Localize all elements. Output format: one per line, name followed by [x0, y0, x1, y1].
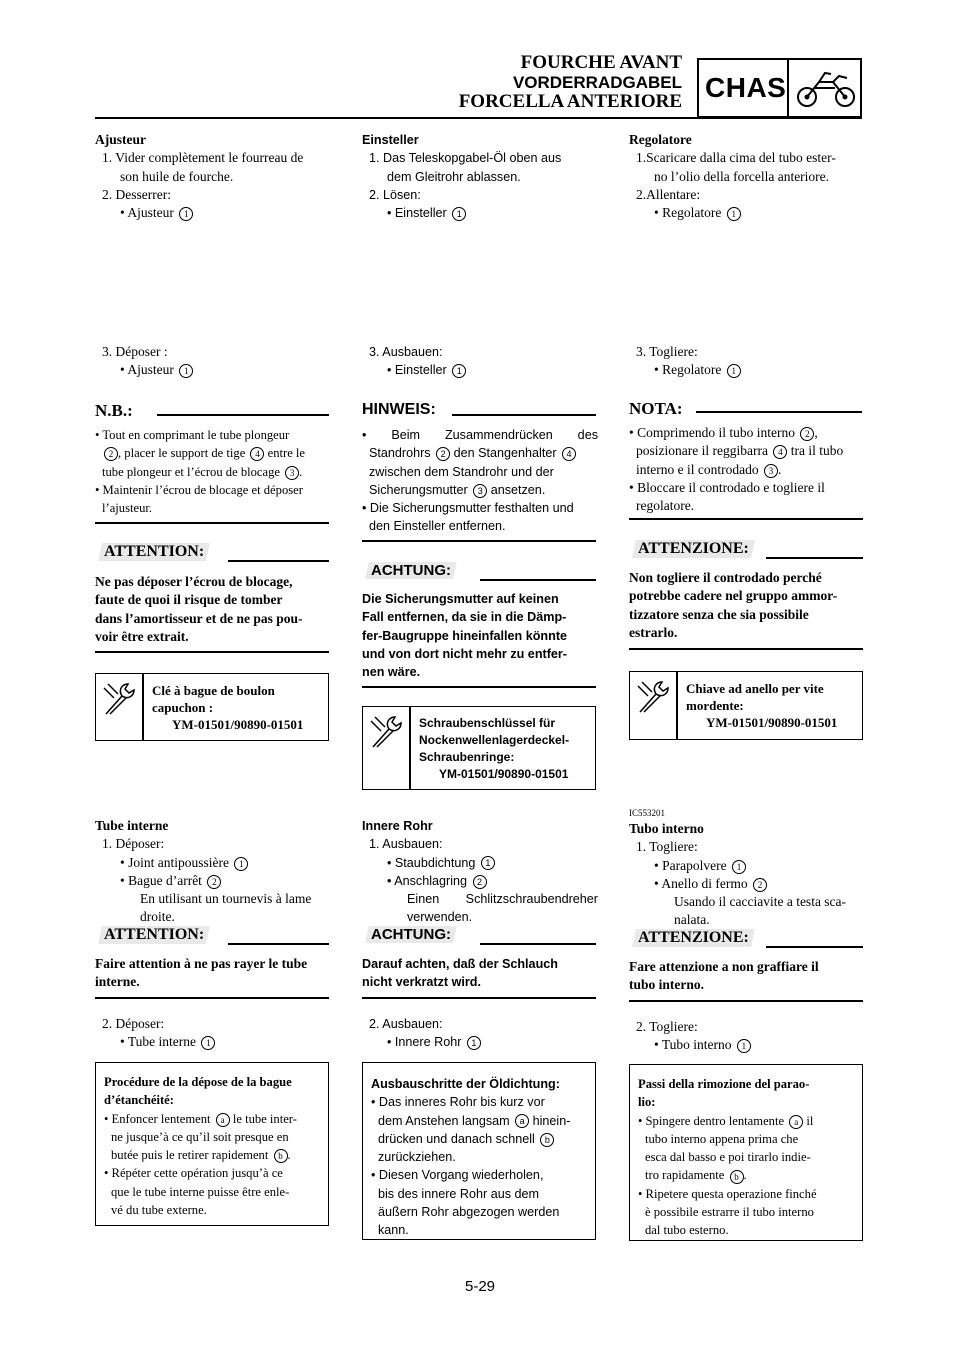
it-tube-item-stopper: • Anello di fermo 2: [629, 875, 865, 893]
fr-step-3-item: • Ajusteur 1: [95, 361, 330, 379]
ref-a-marker: a: [515, 1114, 529, 1128]
de-step-3-block: [362, 343, 598, 380]
de-proc-title: Ausbauschritte der Öldichtung:: [371, 1077, 560, 1091]
de-attention-heading-1: ACHTUNG:: [365, 562, 457, 579]
fr-note-line-2: 2 , placer le support de tige 4 entre le: [95, 444, 331, 462]
de-proc-line-4: drücken und danach schnell b: [371, 1130, 587, 1148]
it-adjuster-section: [629, 131, 865, 222]
de-step-2-item: • Einsteller 1: [362, 204, 598, 222]
de-note-line-2: Standrohrs 2 den Stangenhalter 4: [362, 444, 598, 462]
fr-tube-item-stopper: • Bague d’arrêt 2: [95, 872, 331, 890]
ref-1-marker: 1: [452, 207, 466, 221]
de-step-3: 3. Ausbauen:: [369, 345, 443, 359]
fr-step-2: 2. Desserrer:: [102, 186, 171, 202]
it-adjuster-title: Regolatore: [629, 132, 692, 147]
ref-4-marker: 4: [562, 447, 576, 461]
de-proc-line-3: dem Anstehen langsam a hinein-: [378, 1113, 571, 1128]
it-proc-line-3: • Spingere dentro lentamente a il: [638, 1113, 814, 1128]
de-attention-text-1: Die Sicherungsmutter auf keinen Fall entfernen, da sie in die Dämp- fer-Baugruppe hineinfallen könnte und von dort nicht mehr zu entfer- nen wäre.: [362, 592, 568, 680]
it-inner-tube-title: Tubo interno: [629, 821, 704, 836]
fr-tube-tip-2: droite.: [140, 909, 175, 925]
it-procedure-box: [629, 1064, 863, 1241]
it-attention-text-1: Non togliere il controdado perché potrebbe cadere nel gruppo ammor- tizzatore senza che sia possibile estrarlo.: [629, 570, 838, 640]
fr-tool-box: [95, 673, 329, 741]
de-note-line-3: zwischen dem Standrohr und der: [369, 464, 554, 479]
it-note-line-3: interno e il controdado 3 .: [636, 461, 782, 477]
fr-tube-step-1: 1. Déposer:: [102, 836, 165, 852]
it-proc-title-1: Passi della rimozione del parao-: [638, 1077, 810, 1091]
de-tube-tip-2: verwenden.: [407, 910, 473, 925]
it-attention-rule-2-bottom: [629, 1000, 863, 1002]
fr-note-line-1: • Tout en comprimant le tube plongeur: [95, 428, 290, 442]
ref-1-marker: 1: [737, 1039, 751, 1053]
it-note-line-2: posizionare il reggibarra 4 tra il tubo: [636, 443, 844, 459]
it-note-body: [629, 424, 865, 515]
de-tube-item-dust-seal: • Staubdichtung 1: [362, 854, 598, 872]
de-proc-line-2: • Das inneres Rohr bis kurz vor: [371, 1095, 545, 1110]
fr-adjuster-section: [95, 131, 330, 222]
ref-1-marker: 1: [727, 364, 741, 378]
it-note-line-4: • Bloccare il controdado e togliere il: [629, 479, 825, 495]
ref-2-marker: 2: [436, 447, 450, 461]
wrench-icon: [367, 713, 405, 751]
it-step-2: 2.Allentare:: [636, 186, 701, 202]
it-step-3-item: • Regolatore 1: [629, 361, 865, 379]
de-tube-step-2: 2. Ausbauen:: [369, 1017, 443, 1031]
de-step-1: 1. Das Teleskopgabel-Öl oben aus: [369, 151, 562, 166]
it-tube-step-2: 2. Togliere:: [636, 1019, 698, 1034]
it-attention-heading-1: ATTENZIONE:: [632, 540, 755, 558]
it-note-rule-bottom: [629, 518, 863, 520]
it-tube-item-dust-seal: • Parapolvere 1: [629, 857, 865, 875]
fr-note-rule-top: [157, 414, 329, 416]
de-tube-item-stopper: • Anschlagring 2: [362, 872, 598, 890]
header-rule: [95, 117, 862, 119]
tool-box-divider: [142, 674, 144, 740]
fr-proc-line-8: vé du tube externe.: [111, 1203, 207, 1218]
fr-inner-tube-section: [95, 817, 331, 927]
de-tool-box: [362, 706, 596, 790]
ref-1-marker: 1: [179, 364, 193, 378]
de-step-3-item: • Einsteller 1: [362, 361, 598, 379]
header-title-fr: FOURCHE AVANT: [520, 52, 682, 73]
it-tool-box: [629, 671, 863, 740]
it-tube-tip-1: Usando il cacciavite a testa sca-: [674, 894, 847, 910]
de-proc-line-7: bis des innere Rohr aus dem: [378, 1186, 540, 1201]
ref-2-marker: 2: [753, 878, 767, 892]
ref-2-marker: 2: [207, 875, 221, 889]
de-note-rule-bottom: [362, 540, 596, 542]
fr-attention-text-1: Ne pas déposer l’écrou de blocage, faute de quoi il risque de tomber dans l’amortisseur et de ne pas pou- voir être extrait.: [95, 574, 303, 644]
header-title-it: FORCELLA ANTERIORE: [458, 91, 682, 112]
ref-b-marker: b: [730, 1170, 744, 1184]
de-note-line-5: • Die Sicherungsmutter festhalten und: [362, 501, 574, 516]
ref-b-marker: b: [274, 1149, 288, 1163]
it-note-line-1: • Comprimendo il tubo interno 2 ,: [629, 425, 818, 440]
ref-1-marker: 1: [179, 207, 193, 221]
it-proc-line-9: dal tubo esterno.: [645, 1223, 729, 1238]
fr-adjuster-title: Ajusteur: [95, 132, 146, 147]
fr-attention-rule-2: [228, 943, 329, 945]
de-proc-line-5: zurückziehen.: [378, 1150, 456, 1165]
tool-box-divider: [409, 707, 411, 789]
it-attention-rule-1-bottom: [629, 648, 863, 650]
section-badge-divider: [787, 60, 789, 116]
de-proc-line-8: äußern Rohr abgezogen werden: [378, 1205, 560, 1220]
de-attention-rule-1: [480, 579, 596, 581]
fr-attention-heading-2: ATTENTION:: [98, 926, 210, 944]
de-tool-text: Schraubenschlüssel für Nockenwellenlagerdeckel- Schraubenringe: YM-01501/90890-01501: [419, 716, 570, 781]
fr-proc-line-3: • Enfoncer lentement a le tube inter-: [104, 1111, 297, 1126]
de-inner-tube-title: Innere Rohr: [362, 819, 433, 833]
fr-tool-text: Clé à bague de boulon capuchon : YM-01501/90890-01501: [152, 683, 304, 732]
ref-b-marker: b: [540, 1133, 554, 1147]
fr-tube-step-2-block: [95, 1015, 331, 1052]
fr-tube-step-2-item: • Tube interne 1: [95, 1033, 331, 1051]
fr-proc-title-1: Procédure de la dépose de la bague: [104, 1075, 292, 1089]
it-tube-step-2-item: • Tubo interno 1: [629, 1036, 865, 1054]
de-tube-tip-1: Einen Schlitzschraubendreher: [407, 892, 598, 907]
fr-step-3: 3. Déposer :: [102, 344, 168, 359]
fr-note-line-4: • Maintenir l’écrou de blocage et déposer: [95, 482, 303, 497]
fr-note-line-3: tube plongeur et l’écrou de blocage 3 .: [102, 464, 303, 479]
it-note-heading: NOTA:: [629, 399, 683, 418]
de-proc-line-6: • Diesen Vorgang wiederholen,: [371, 1168, 544, 1183]
ref-1-marker: 1: [467, 1036, 481, 1050]
it-attention-rule-1: [766, 557, 863, 559]
fr-proc-line-6: • Répéter cette opération jusqu’à ce: [104, 1166, 283, 1181]
ref-3-marker: 3: [764, 464, 778, 478]
tool-box-divider: [676, 672, 678, 739]
page-number: 5-29: [464, 1278, 496, 1295]
fr-proc-line-5: butée puis le retirer rapidement b .: [111, 1148, 291, 1163]
de-inner-tube-section: [362, 817, 598, 927]
it-note-rule-top: [696, 411, 862, 413]
fr-attention-rule-1-bottom: [95, 651, 329, 653]
ref-1-marker: 1: [732, 860, 746, 874]
it-inner-tube-section: [629, 820, 865, 930]
it-proc-title-2: lio:: [638, 1095, 656, 1110]
ref-a-marker: a: [789, 1115, 803, 1129]
de-tube-step-2-item: • Innere Rohr 1: [362, 1033, 598, 1051]
de-note-heading: HINWEIS:: [362, 401, 436, 418]
fr-tube-step-2: 2. Déposer:: [102, 1016, 165, 1031]
it-tube-tip-2: nalata.: [674, 912, 710, 928]
it-proc-line-7: • Ripetere questa operazione finché: [638, 1186, 817, 1201]
section-badge: [697, 58, 862, 118]
it-proc-line-6: tro rapidamente b .: [645, 1168, 747, 1183]
ref-a-marker: a: [216, 1113, 230, 1127]
it-step-1: 1.Scaricare dalla cima del tubo ester-: [636, 150, 836, 166]
de-attention-text-2: Darauf achten, daß der Schlauch nicht verkratzt wird.: [362, 957, 558, 990]
de-attention-rule-1-bottom: [362, 686, 596, 688]
section-label: CHAS: [705, 72, 787, 103]
fr-step-3-block: [95, 343, 330, 380]
ref-3-marker: 3: [285, 466, 299, 480]
fr-proc-title-2: d’étanchéité:: [104, 1093, 174, 1108]
de-tube-step-1: 1. Ausbauen:: [369, 837, 443, 852]
it-step-2-item: • Regolatore 1: [629, 204, 865, 222]
it-step-3-block: [629, 343, 865, 380]
de-procedure-box: [362, 1062, 596, 1240]
fr-procedure-box: [95, 1062, 329, 1226]
ref-1-marker: 1: [234, 857, 248, 871]
it-tube-step-1: 1. Togliere:: [636, 839, 698, 855]
de-tube-step-2-block: [362, 1015, 598, 1052]
it-proc-line-4: tubo interno appena prima che: [645, 1131, 799, 1146]
fr-step-1-cont: son huile de fourche.: [120, 168, 234, 184]
ref-1-marker: 1: [727, 207, 741, 221]
fr-proc-line-7: que le tube interne puisse être enle-: [111, 1184, 290, 1199]
fr-proc-line-4: ne jusque’à ce qu’il soit presque en: [111, 1129, 289, 1144]
fr-step-1: 1. Vider complètement le fourreau de: [102, 150, 304, 166]
it-tool-text: Chiave ad anello per vite mordente: YM-01501/90890-01501: [686, 681, 838, 730]
fr-attention-rule-2-bottom: [95, 997, 329, 999]
ref-1-marker: 1: [452, 364, 466, 378]
de-note-line-6: den Einsteller entfernen.: [369, 519, 506, 534]
fr-attention-text-2: Faire attention à ne pas rayer le tube interne.: [95, 956, 308, 990]
wrench-icon: [100, 680, 138, 718]
de-attention-rule-2: [480, 943, 596, 945]
it-attention-rule-2: [766, 946, 863, 948]
fr-note-body: [95, 426, 331, 517]
fr-attention-heading-1: ATTENTION:: [98, 543, 210, 561]
ref-2-marker: 2: [104, 447, 118, 461]
it-step-3: 3. Togliere:: [636, 344, 698, 359]
wrench-icon: [634, 678, 672, 716]
it-note-line-5: regolatore.: [636, 498, 695, 514]
it-attention-heading-2: ATTENZIONE:: [632, 929, 755, 947]
de-adjuster-title: Einsteller: [362, 133, 419, 147]
de-step-1-cont: dem Gleitrohr ablassen.: [387, 169, 521, 184]
de-note-line-4: Sicherungsmutter 3 ansetzen.: [369, 482, 546, 497]
it-attention-text-2: Fare attenzione a non graffiare il tubo interno.: [629, 959, 819, 993]
fr-tube-tip-1: En utilisant un tournevis à lame: [140, 891, 312, 907]
fr-tube-item-dust-seal: • Joint antipoussière 1: [95, 854, 331, 872]
ref-2-marker: 2: [800, 427, 814, 441]
it-tube-step-2-block: [629, 1018, 865, 1055]
fr-inner-tube-title: Tube interne: [95, 818, 169, 833]
de-note-body: [362, 426, 598, 536]
de-attention-rule-2-bottom: [362, 997, 596, 999]
ref-1-marker: 1: [481, 856, 495, 870]
de-attention-heading-2: ACHTUNG:: [365, 926, 457, 943]
ref-4-marker: 4: [773, 445, 787, 459]
ref-3-marker: 3: [473, 484, 487, 498]
fr-note-rule-bottom: [95, 522, 329, 524]
de-note-line-1: • Beim Zusammendrücken des: [362, 428, 598, 442]
de-step-2: 2. Lösen:: [369, 187, 421, 202]
fr-step-2-item: • Ajusteur 1: [95, 204, 330, 222]
it-section-code: IC553201: [629, 808, 665, 818]
it-proc-line-5: esca dal basso e poi tirarlo indie-: [645, 1150, 811, 1165]
de-proc-line-9: kann.: [378, 1223, 409, 1238]
ref-1-marker: 1: [201, 1036, 215, 1050]
fr-note-line-5: l’ajusteur.: [102, 501, 153, 516]
ref-4-marker: 4: [250, 447, 264, 461]
fr-note-heading: N.B.:: [95, 401, 133, 420]
it-step-1-cont: no l’olio della forcella anteriore.: [654, 168, 830, 184]
motorcycle-icon: [795, 68, 857, 110]
header-title-de: VORDERRADGABEL: [512, 73, 682, 92]
it-proc-line-8: è possibile estrarre il tubo interno: [645, 1205, 814, 1220]
de-adjuster-section: [362, 131, 598, 222]
de-note-rule-top: [452, 414, 596, 416]
ref-2-marker: 2: [473, 875, 487, 889]
fr-attention-rule-1: [228, 560, 329, 562]
